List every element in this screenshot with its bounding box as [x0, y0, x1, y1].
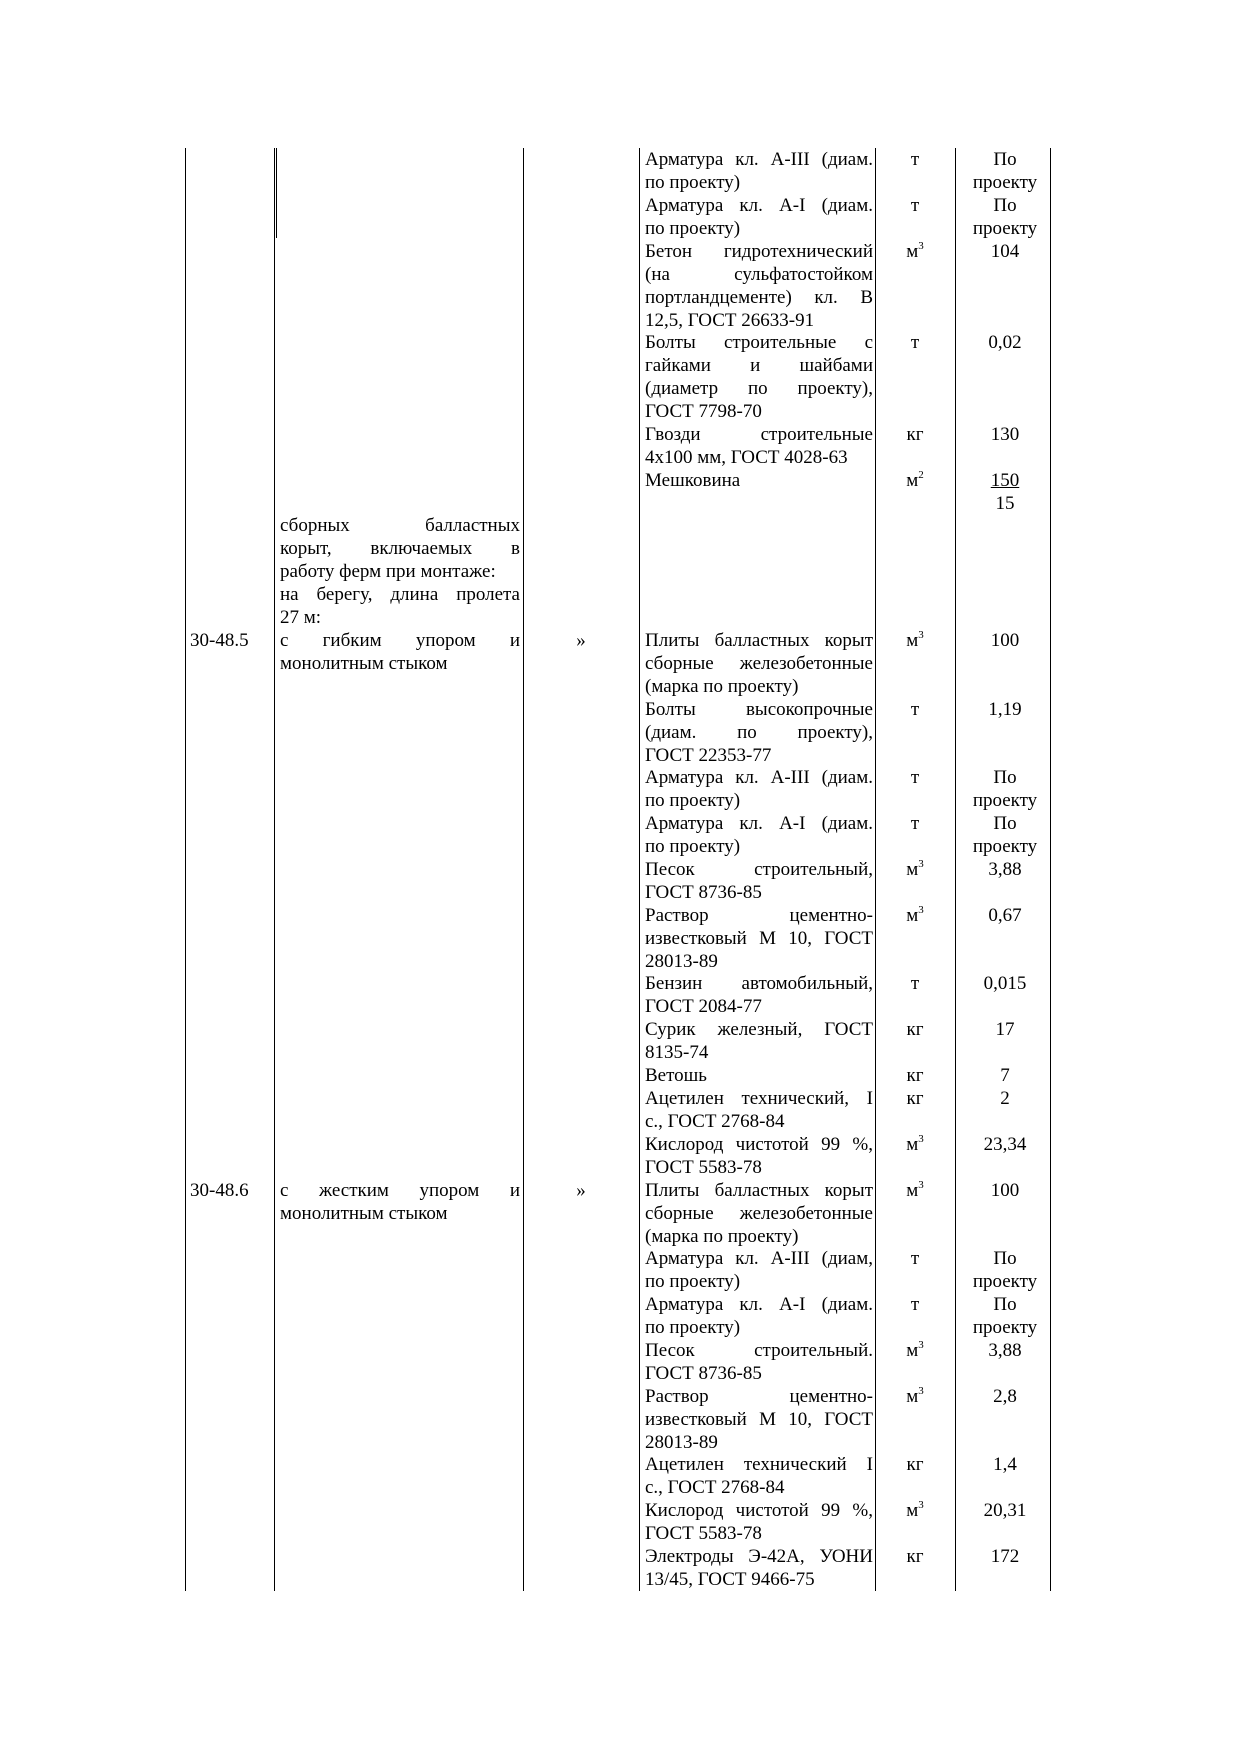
rule-name-short — [276, 148, 277, 238]
item-code: 30-48.6 — [190, 1179, 249, 1201]
resource-line: Бетон гидротехнический — [645, 240, 873, 262]
ditto-mark: » — [576, 1179, 586, 1201]
resource-cell — [645, 698, 873, 767]
unit-cell — [878, 1018, 952, 1041]
resource-line: с., ГОСТ 2768-84 — [645, 1110, 785, 1132]
resource-cell — [645, 629, 873, 698]
quantity-line: проекту — [972, 836, 1038, 858]
resource-line: Плиты балластных корыт — [645, 1179, 873, 1201]
resource-cell — [645, 1545, 873, 1591]
resource-line: ГОСТ 7798-70 — [645, 401, 762, 423]
quantity-cell — [960, 1179, 1050, 1202]
resource-line: Ветошь — [645, 1065, 707, 1086]
item-name-line: монолитным стыком — [280, 652, 448, 674]
unit-text: т — [910, 1248, 920, 1270]
unit-text: кг — [906, 1545, 924, 1567]
unit-text: т — [910, 973, 920, 995]
resource-line: Песок строительный. — [645, 1339, 873, 1361]
quantity-cell — [960, 1545, 1050, 1568]
unit-cell — [878, 194, 952, 217]
resource-cell — [645, 194, 873, 240]
unit-exponent: 3 — [918, 239, 924, 252]
quantity-cell — [960, 1499, 1050, 1522]
resource-cell — [645, 331, 873, 423]
quantity-cell — [960, 698, 1050, 721]
unit-cell — [878, 1339, 952, 1362]
resource-line: известковый М 10, ГОСТ — [645, 927, 873, 949]
resource-line: по проекту) — [645, 836, 741, 858]
unit-cell — [878, 698, 952, 721]
resource-line: Арматура кл. А-III (диам. — [645, 149, 873, 170]
resource-line: Арматура кл. А-I (диам. — [645, 1294, 873, 1315]
quantity-line: проекту — [972, 1271, 1038, 1293]
resource-line: (марка по проекту) — [645, 675, 799, 697]
rule-unit — [955, 148, 956, 1591]
quantity-cell — [960, 469, 1050, 515]
unit-cell — [878, 812, 952, 835]
resource-line: 4х100 мм, ГОСТ 4028-63 — [645, 446, 848, 468]
group-heading-line: сборных балластных — [280, 515, 520, 537]
resource-line: (диам. по проекту), — [645, 721, 873, 743]
resource-cell — [645, 812, 873, 858]
resource-line: Кислород чистотой 99 %, — [645, 1133, 873, 1155]
unit-cell — [878, 1133, 952, 1156]
quantity-line: 2 — [1000, 1087, 1010, 1109]
resource-line: (диаметр по проекту), — [645, 378, 873, 400]
quantity-cell — [960, 1339, 1050, 1362]
quantity-line: По — [993, 194, 1017, 216]
resource-line: ГОСТ 8736-85 — [645, 1362, 762, 1384]
resource-line: по проекту) — [645, 217, 741, 239]
resource-line: гайками и шайбами — [645, 355, 873, 377]
resource-line: ГОСТ 22353-77 — [645, 744, 772, 766]
unit-cell — [878, 1453, 952, 1476]
unit-cell — [878, 469, 952, 492]
unit-exponent: 3 — [918, 628, 924, 641]
unit-exponent: 3 — [918, 1338, 924, 1351]
unit-exponent: 3 — [918, 903, 924, 916]
rule-name — [523, 148, 524, 1591]
resource-line: 13/45, ГОСТ 9466-75 — [645, 1568, 815, 1590]
quantity-line: проекту — [972, 790, 1038, 812]
group-heading-line: работу ферм при монтаже: — [280, 561, 496, 583]
resource-cell — [645, 1499, 873, 1545]
resource-line: Арматура кл. А-I (диам. — [645, 813, 873, 835]
item-name-line: монолитным стыком — [280, 1202, 448, 1224]
resource-line: 8135-74 — [645, 1042, 709, 1064]
unit-text: кг — [906, 1087, 924, 1109]
quantity-cell — [960, 766, 1050, 812]
quantity-line: 100 — [990, 1179, 1020, 1201]
quantity-cell — [960, 1453, 1050, 1476]
resource-cell — [645, 972, 873, 1018]
resource-line: с., ГОСТ 2768-84 — [645, 1477, 785, 1499]
resource-line: Арматура кл. А-III (диам. — [645, 767, 873, 789]
unit-cell — [878, 331, 952, 354]
unit-cell — [878, 240, 952, 263]
unit-exponent: 2 — [918, 468, 924, 481]
unit-text: кг — [906, 1065, 924, 1086]
quantity-line: 130 — [990, 423, 1020, 445]
unit-text: кг — [906, 1454, 924, 1476]
unit-text: м — [906, 858, 919, 880]
rule-code — [274, 148, 275, 1591]
quantity-cell — [960, 1133, 1050, 1156]
unit-text: м — [906, 240, 919, 262]
item-name — [280, 1179, 520, 1225]
resource-cell — [645, 1133, 873, 1179]
quantity-line: 0,02 — [988, 332, 1022, 354]
unit-text: т — [910, 1294, 920, 1315]
quantity-line: проекту — [972, 1317, 1038, 1338]
resource-line: Бензин автомобильный, — [645, 973, 873, 995]
resource-line: Кислород чистотой 99 %, — [645, 1500, 873, 1522]
unit-text: т — [910, 698, 920, 720]
resource-line: по проекту) — [645, 1271, 741, 1293]
item-name-line: с жестким упором и — [280, 1179, 520, 1201]
resource-cell — [645, 148, 873, 194]
quantity-cell — [960, 812, 1050, 858]
resource-cell — [645, 423, 873, 469]
resource-cell — [645, 1293, 873, 1339]
rule-res — [875, 148, 876, 1591]
unit-exponent: 3 — [918, 1384, 924, 1397]
group-heading-line: 27 м: — [280, 607, 322, 629]
quantity-line: 0,015 — [983, 973, 1027, 995]
resource-cell — [645, 1339, 873, 1385]
resource-cell — [645, 1087, 873, 1133]
resource-line: ГОСТ 2084-77 — [645, 996, 762, 1018]
unit-text: м — [906, 629, 919, 651]
unit-text: м — [906, 1385, 919, 1407]
unit-text: м — [906, 469, 919, 491]
resource-line: по проекту) — [645, 790, 741, 812]
resource-cell — [645, 904, 873, 973]
unit-cell — [878, 904, 952, 927]
quantity-line: 0,67 — [988, 904, 1022, 926]
resource-line: ГОСТ 5583-78 — [645, 1156, 762, 1178]
unit-exponent: 3 — [918, 1499, 924, 1512]
quantity-line: 100 — [990, 629, 1020, 651]
unit-exponent: 3 — [918, 857, 924, 870]
unit-cell — [878, 1064, 952, 1087]
resource-line: по проекту) — [645, 172, 741, 193]
resource-line: Песок строительный, — [645, 858, 873, 880]
item-name-line: с гибким упором и — [280, 629, 520, 651]
quantity-cell — [960, 904, 1050, 927]
resource-line: (на сульфатостойком — [645, 263, 873, 285]
resource-line: Электроды Э-42А, УОНИ — [645, 1545, 873, 1567]
resource-cell — [645, 1179, 873, 1248]
resource-line: Болты высокопрочные — [645, 698, 873, 720]
resource-line: Плиты балластных корыт — [645, 629, 873, 651]
resource-cell — [645, 1247, 873, 1293]
resource-cell — [645, 1453, 873, 1499]
quantity-cell — [960, 629, 1050, 652]
quantity-line: 150 — [990, 469, 1020, 491]
quantity-line: 1,19 — [988, 698, 1022, 720]
resource-line: известковый М 10, ГОСТ — [645, 1408, 873, 1430]
quantity-line: 23,34 — [983, 1133, 1027, 1155]
resource-line: Ацетилен технический I — [645, 1454, 873, 1476]
quantity-cell — [960, 1385, 1050, 1408]
quantity-line: По — [993, 767, 1017, 789]
unit-cell — [878, 858, 952, 881]
quantity-line: 2,8 — [993, 1385, 1017, 1407]
unit-cell — [878, 1293, 952, 1316]
unit-cell — [878, 1247, 952, 1270]
quantity-cell — [960, 1018, 1050, 1041]
quantity-line: По — [993, 1248, 1017, 1270]
quantity-cell — [960, 858, 1050, 881]
quantity-line: проекту — [972, 217, 1038, 239]
quantity-line: 3,88 — [988, 1339, 1022, 1361]
unit-exponent: 3 — [918, 1132, 924, 1145]
quantity-cell — [960, 423, 1050, 446]
resource-line: ГОСТ 5583-78 — [645, 1523, 762, 1545]
resource-cell — [645, 858, 873, 904]
unit-text: т — [910, 767, 920, 789]
unit-text: т — [910, 149, 920, 170]
quantity-cell — [960, 194, 1050, 240]
unit-text: т — [910, 332, 920, 354]
quantity-line: 172 — [990, 1545, 1020, 1567]
unit-cell — [878, 1385, 952, 1408]
rule-left — [185, 148, 186, 1591]
resource-line: сборные железобетонные — [645, 1202, 873, 1224]
resource-cell — [645, 1385, 873, 1454]
quantity-cell — [960, 1293, 1050, 1339]
quantity-line: 3,88 — [988, 858, 1022, 880]
resource-line: портландцементе) кл. В — [645, 286, 873, 308]
group-heading-line: корыт, включаемых в — [280, 538, 520, 560]
resource-line: Ацетилен технический, I — [645, 1087, 873, 1109]
resource-cell — [645, 1018, 873, 1064]
unit-text: м — [906, 1339, 919, 1361]
resource-line: Арматура кл. А-I (диам. — [645, 194, 873, 216]
quantity-cell — [960, 331, 1050, 354]
unit-cell — [878, 766, 952, 789]
resource-line: Раствор цементно- — [645, 904, 873, 926]
resource-line: по проекту) — [645, 1317, 741, 1338]
resource-line: ГОСТ 8736-85 — [645, 881, 762, 903]
unit-exponent: 3 — [918, 1178, 924, 1191]
unit-text: м — [906, 1179, 919, 1201]
unit-text: т — [910, 813, 920, 835]
quantity-line: проекту — [972, 172, 1038, 193]
rule-right — [1050, 148, 1051, 1591]
unit-cell — [878, 972, 952, 995]
unit-cell — [878, 1499, 952, 1522]
resource-cell — [645, 240, 873, 332]
unit-cell — [878, 629, 952, 652]
quantity-line: По — [993, 813, 1017, 835]
group-heading-line: на берегу, длина пролета — [280, 584, 520, 606]
item-code: 30-48.5 — [190, 629, 249, 651]
resource-line: Болты строительные с — [645, 332, 873, 354]
item-name — [280, 629, 520, 675]
quantity-cell — [960, 148, 1050, 194]
resource-line: (марка по проекту) — [645, 1225, 799, 1247]
resource-line: сборные железобетонные — [645, 652, 873, 674]
resource-line: 28013-89 — [645, 1431, 718, 1453]
resource-line: 12,5, ГОСТ 26633-91 — [645, 309, 815, 331]
quantity-line: По — [993, 1294, 1017, 1315]
quantity-line: 15 — [995, 492, 1015, 514]
quantity-cell — [960, 1087, 1050, 1110]
resource-line: Сурик железный, ГОСТ — [645, 1019, 873, 1041]
resource-cell — [645, 469, 873, 492]
quantity-cell — [960, 1064, 1050, 1087]
quantity-line: 104 — [990, 240, 1020, 262]
unit-text: кг — [906, 423, 924, 445]
rule-mark — [639, 148, 640, 1591]
resource-line: Мешковина — [645, 469, 741, 491]
quantity-line: 1,4 — [993, 1454, 1017, 1476]
unit-cell — [878, 1545, 952, 1568]
quantity-line: По — [993, 149, 1017, 170]
resource-cell — [645, 766, 873, 812]
resource-line: Арматура кл. А-III (диам, — [645, 1248, 873, 1270]
unit-text: м — [906, 1500, 919, 1522]
resource-cell — [645, 1064, 873, 1087]
unit-text: т — [910, 194, 920, 216]
quantity-line: 17 — [995, 1019, 1015, 1041]
unit-cell — [878, 1087, 952, 1110]
quantity-line: 7 — [1000, 1065, 1010, 1086]
group-heading — [280, 514, 520, 629]
quantity-cell — [960, 240, 1050, 263]
unit-text: м — [906, 904, 919, 926]
quantity-cell — [960, 1247, 1050, 1293]
resource-line: Раствор цементно- — [645, 1385, 873, 1407]
unit-cell — [878, 1179, 952, 1202]
resource-line: Гвозди строительные — [645, 423, 873, 445]
ditto-mark: » — [576, 629, 586, 651]
unit-cell — [878, 423, 952, 446]
resource-line: 28013-89 — [645, 950, 718, 972]
unit-cell — [878, 148, 952, 171]
quantity-cell — [960, 972, 1050, 995]
quantity-line: 20,31 — [983, 1500, 1027, 1522]
unit-text: м — [906, 1133, 919, 1155]
unit-text: кг — [906, 1019, 924, 1041]
